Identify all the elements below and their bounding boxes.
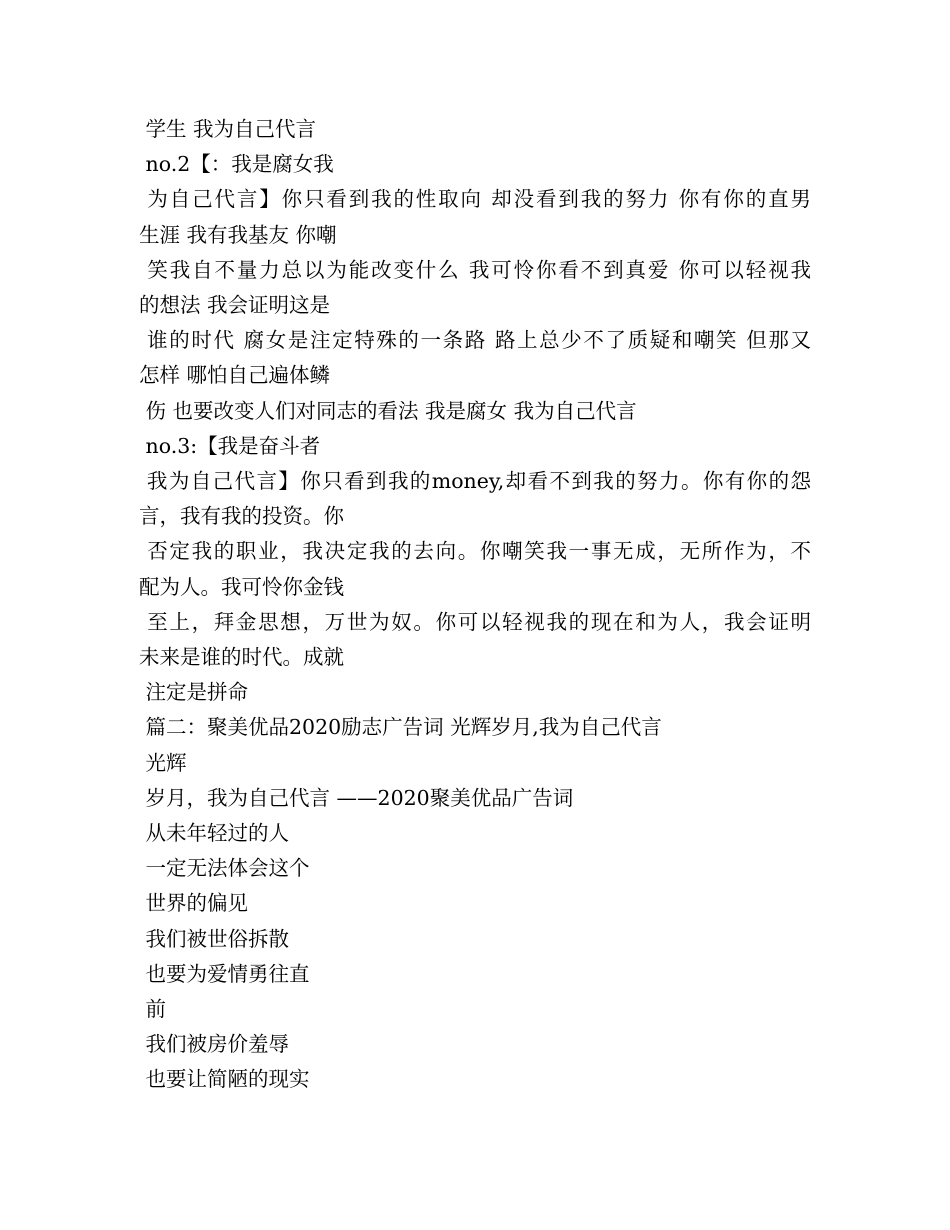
text-line: 世界的偏见 bbox=[139, 891, 249, 916]
text-line: 我为自己代言】你只看到我的money,却看不到我的努力。你有你的怨 bbox=[139, 469, 811, 494]
text-line: 谁的时代 腐女是注定特殊的一条路 路上总少不了质疑和嘲笑 但那又 bbox=[139, 328, 811, 353]
text-line: 否定我的职业，我决定我的去向。你嘲笑我一事无成，无所作为，不 bbox=[139, 539, 811, 564]
text-line: 怎样 哪怕自己遍体鳞 bbox=[139, 363, 331, 388]
body-text bbox=[139, 112, 811, 1098]
text-line: 伤 也要改变人们对同志的看法 我是腐女 我为自己代言 bbox=[139, 398, 637, 423]
text-line: no.2【：我是腐女我 bbox=[139, 152, 334, 177]
text-line: 前 bbox=[139, 997, 167, 1022]
text-line: 为自己代言】你只看到我的性取向 却没看到我的努力 你有你的直男 bbox=[139, 187, 811, 212]
text-line: 的想法 我会证明这是 bbox=[139, 293, 331, 318]
text-line: 未来是谁的时代。成就 bbox=[139, 645, 344, 670]
text-line: 言，我有我的投资。你 bbox=[139, 504, 344, 529]
text-line: 生涯 我有我基友 你嘲 bbox=[139, 222, 337, 247]
text-line: 学生 我为自己代言 bbox=[139, 117, 317, 141]
text-line: 从未年轻过的人 bbox=[139, 821, 290, 846]
text-line: 配为人。我可怜你金钱 bbox=[139, 574, 344, 599]
text-line: 至上，拜金思想，万世为奴。你可以轻视我的现在和为人，我会证明 bbox=[139, 609, 811, 634]
text-line: 岁月，我为自己代言 ——2020聚美优品广告词 bbox=[139, 785, 574, 810]
text-line: 光辉 bbox=[139, 750, 187, 775]
text-line: 笑我自不量力总以为能改变什么 我可怜你看不到真爱 你可以轻视我 bbox=[139, 257, 811, 282]
text-line: no.3:【我是奋斗者 bbox=[139, 433, 321, 458]
text-line: 篇二：聚美优品2020励志广告词 光辉岁月,我为自己代言 bbox=[139, 715, 662, 740]
text-line: 也要让简陋的现实 bbox=[139, 1067, 310, 1092]
text-line: 也要为爱情勇往直 bbox=[139, 961, 310, 986]
text-line: 注定是拼命 bbox=[139, 680, 249, 705]
text-line: 我们被房价羞辱 bbox=[139, 1032, 290, 1057]
text-line: 我们被世俗拆散 bbox=[139, 926, 290, 951]
text-line: 一定无法体会这个 bbox=[139, 856, 310, 881]
